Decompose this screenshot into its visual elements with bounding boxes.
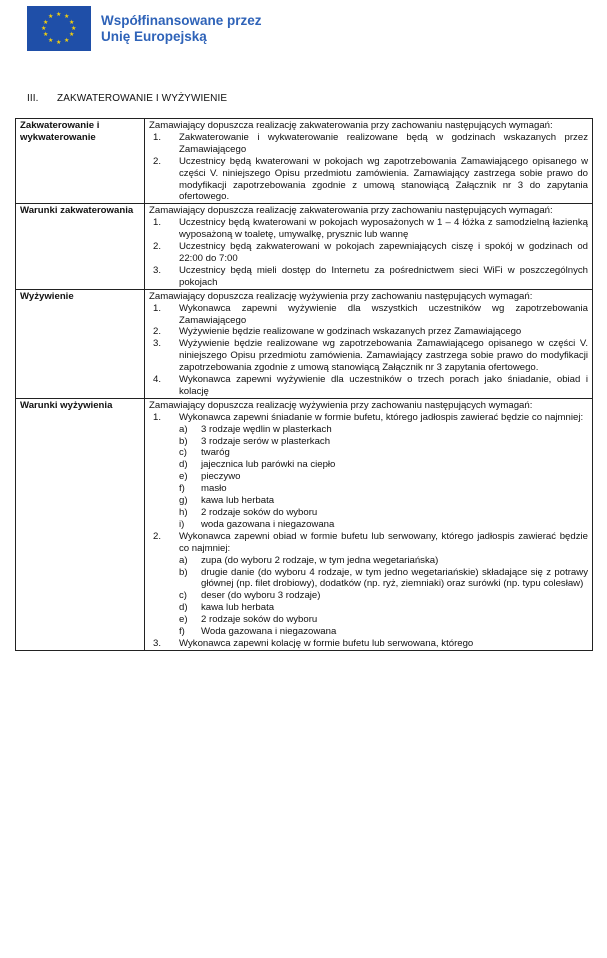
row-content [145, 204, 593, 289]
sub-list [179, 424, 588, 531]
sub-item-letter: f) [179, 483, 185, 495]
list-item [149, 156, 588, 204]
item-text: Wyżywienie będzie realizowane w godzinach wskazanych przez Zamawiającego [179, 326, 522, 338]
table-row [16, 398, 593, 650]
row-intro: Zamawiający dopuszcza realizację zakwaterowania przy zachowaniu następujących wymagań: [149, 120, 553, 131]
requirements-table [15, 118, 593, 651]
sub-item [179, 424, 588, 436]
item-number: 2. [153, 241, 162, 253]
sub-item-letter: a) [179, 554, 188, 566]
list-item [149, 412, 588, 531]
item-number: 4. [153, 374, 162, 386]
item-number: 2. [153, 155, 162, 167]
sub-item [179, 555, 588, 567]
sub-item-letter: h) [179, 507, 188, 518]
sub-item-letter: e) [179, 614, 188, 626]
row-intro: Zamawiający dopuszcza realizację wyżywienia przy zachowaniu następujących wymagań: [149, 399, 533, 411]
item-text: Zakwaterowanie i wykwaterowanie realizowane będą w godzinach wskazanych przez Zamawiającego [179, 131, 588, 155]
item-number: 1. [153, 411, 162, 423]
item-number: 2. [153, 326, 162, 338]
list-item [149, 638, 588, 650]
sub-item-text: 2 rodzaje soków do wyboru [201, 614, 318, 626]
sub-item-text: zupa (do wyboru 2 rodzaje, w tym jedna wegetariańska) [201, 554, 439, 566]
sub-item-letter: c) [179, 590, 187, 602]
sub-item-letter: i) [179, 518, 185, 530]
item-text: Uczestnicy będą kwaterowani w pokojach wg zapotrzebowania Zamawiającego opisanego w części V. niniejszego Opisu przedmiotu zamówienia. Zamawiający zastrzega sobie prawo do modyfikacji zapotrzebowania zgodnie z umową stanowiącą Załącznik nr 3 do zapytania ofertowego. [179, 155, 588, 203]
item-text: Uczestnicy będą zakwaterowani w pokojach zapewniających ciszę i spokój w godzinach od 22:00 do 7:00 [179, 241, 588, 264]
requirements-list [149, 132, 588, 203]
eu-flag-icon: ★ ★ ★ ★ ★ ★ ★ ★ ★ ★ ★ ★ [27, 6, 91, 51]
list-item [149, 217, 588, 241]
section-heading [27, 93, 227, 104]
item-text: Wykonawca zapewni kolację w formie bufetu lub serwowana, którego [179, 637, 474, 649]
sub-item-text: kawa lub herbata [201, 495, 275, 507]
table-row [16, 289, 593, 398]
sub-item-text: 3 rodzaje serów w plasterkach [201, 435, 331, 447]
list-item [149, 531, 588, 638]
sub-item [179, 459, 588, 471]
sub-item [179, 471, 588, 483]
sub-item-letter: d) [179, 602, 188, 614]
list-item [149, 132, 588, 156]
sub-item-letter: a) [179, 423, 188, 435]
row-label: Warunki wyżywienia [16, 398, 145, 650]
row-label: Wyżywienie [16, 289, 145, 398]
item-number: 1. [153, 131, 162, 143]
item-text: Wykonawca zapewni śniadanie w formie bufetu, którego jadłospis zawierać będzie co najmniej: [179, 411, 584, 423]
row-content [145, 289, 593, 398]
sub-item [179, 483, 588, 495]
item-text: Wykonawca zapewni wyżywienie dla uczestników o trzech porach jako śniadanie, obiad i kolację [179, 374, 588, 397]
sub-item [179, 614, 588, 626]
eu-logo-line2: Unię Europejską [101, 28, 207, 44]
item-number: 3. [153, 338, 162, 350]
sub-item [179, 602, 588, 614]
item-body [179, 531, 588, 638]
row-intro: Zamawiający dopuszcza realizację zakwaterowania przy zachowaniu następujących wymagań: [149, 205, 553, 217]
row-label: Zakwaterowanie i wykwaterowanie [16, 119, 145, 204]
sub-item-text: deser (do wyboru 3 rodzaje) [201, 590, 321, 602]
sub-item [179, 495, 588, 507]
requirements-list [149, 217, 588, 288]
item-number: 3. [153, 264, 162, 276]
sub-item-text: drugie danie (do wyboru 4 rodzaje, w tym jedno wegetariańskie) składające się z potrawy głównej (np. filet drobiowy), dodatków (np. ryż, ziemniaki) oraz surówki (np. typu colesław) [201, 566, 588, 590]
item-number: 2. [153, 530, 162, 542]
item-text: Uczestnicy będą mieli dostęp do Internetu za pośrednictwem sieci WiFi w poszczególnych pokojach [179, 264, 588, 288]
eu-logo-line1: Współfinansowane przez [101, 12, 262, 28]
list-item [149, 374, 588, 398]
sub-item-text: jajecznica lub parówki na ciepło [201, 459, 336, 471]
item-text: Wyżywienie będzie realizowane wg zapotrzebowania Zamawiającego opisanego w części V. niniejszego Opisu przedmiotu zamówienia. Zamawiający zastrzega sobie prawo do modyfikacji zapotrzebowania zgodnie z umową stanowiącą Załącznik nr 3 zapytania ofertowego. [179, 338, 588, 374]
sub-item [179, 507, 588, 519]
section-title: ZAKWATEROWANIE I WYŻYWIENIE [57, 93, 228, 104]
sub-item-text: kawa lub herbata [201, 602, 275, 614]
item-text: Wykonawca zapewni wyżywienie dla wszystkich uczestników wg zapotrzebowania Zamawiającego [179, 302, 588, 326]
sub-item [179, 447, 588, 459]
sub-item-text: 2 rodzaje soków do wyboru [201, 507, 318, 518]
list-item [149, 326, 588, 338]
sub-item-text: 3 rodzaje wędlin w plasterkach [201, 423, 332, 435]
sub-item-letter: d) [179, 459, 188, 471]
row-content [145, 398, 593, 650]
sub-item-text: Woda gazowana i niegazowana [201, 626, 337, 638]
item-number: 1. [153, 217, 162, 229]
sub-item-text: pieczywo [201, 471, 241, 483]
row-label: Warunki zakwaterowania [16, 204, 145, 289]
sub-item [179, 519, 588, 531]
item-number: 3. [153, 637, 162, 649]
section-number: III. [27, 93, 39, 104]
sub-item-letter: b) [179, 435, 188, 447]
item-text: Uczestnicy będą kwaterowani w pokojach wyposażonych w 1 – 4 łóżka z samodzielną łazienką wyposażoną w toaletę, umywalkę, prysznic lub wannę [179, 217, 588, 241]
eu-logo-text [101, 13, 262, 45]
item-body [179, 412, 588, 531]
list-item [149, 265, 588, 289]
sub-item-letter: b) [179, 566, 188, 578]
requirements-list [149, 412, 588, 650]
sub-item-letter: e) [179, 471, 188, 483]
requirements-list [149, 303, 588, 398]
table-row [16, 119, 593, 204]
list-item [149, 338, 588, 374]
sub-item [179, 567, 588, 591]
sub-item-letter: g) [179, 495, 188, 507]
sub-item [179, 436, 588, 448]
sub-item-text: woda gazowana i niegazowana [201, 518, 335, 530]
sub-item [179, 590, 588, 602]
sub-item-text: twaróg [201, 447, 230, 459]
sub-item [179, 626, 588, 638]
row-content [145, 119, 593, 204]
sub-list [179, 555, 588, 638]
eu-cofinancing-logo [27, 6, 262, 51]
list-item [149, 303, 588, 327]
sub-item-letter: c) [179, 447, 187, 459]
list-item [149, 241, 588, 265]
row-intro: Zamawiający dopuszcza realizację wyżywienia przy zachowaniu następujących wymagań: [149, 290, 533, 302]
sub-item-text: masło [201, 483, 227, 495]
item-text: Wykonawca zapewni obiad w formie bufetu lub serwowany, którego jadłospis zawierać będzie co najmniej: [179, 530, 588, 554]
item-number: 1. [153, 302, 162, 314]
table-row [16, 204, 593, 289]
sub-item-letter: f) [179, 626, 185, 638]
